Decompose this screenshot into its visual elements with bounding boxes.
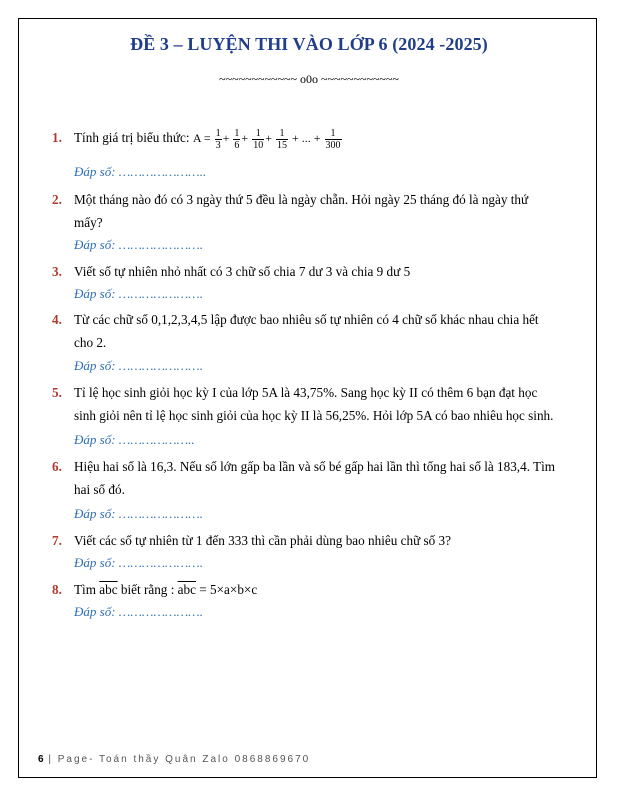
fraction: $\frac{1}{10}$: [253, 127, 264, 151]
question-text: Viết các số tự nhiên từ 1 đến 333 thì cần phải dùng bao nhiêu chữ số 3?: [74, 533, 451, 548]
abc-overline: $\overline{abc}$: [99, 582, 118, 597]
question-number: 3.: [52, 264, 62, 279]
question-text: Tìm: [74, 582, 100, 597]
question-text: sinh giỏi nên tỉ lệ học sinh giỏi của học kỳ II là 56,25%. Hỏi lớp 5A có bao nhiêu học sinh.: [74, 408, 554, 423]
question-number: 4.: [52, 312, 62, 327]
fraction: $\frac{1}{300}$: [325, 127, 341, 151]
question-number: 7.: [52, 533, 62, 548]
page-number: 6: [38, 754, 44, 765]
answer-line: Đáp số: ………………….: [74, 555, 203, 570]
question-3: [52, 260, 582, 283]
answer-line: Đáp số: ………………..: [74, 432, 195, 447]
question-5: [52, 381, 582, 427]
question-4: [52, 308, 582, 354]
question-7: [52, 529, 582, 552]
question-text: Một tháng nào đó có 3 ngày thứ 5 đều là ngày chẵn. Hỏi ngày 25 tháng đó là ngày thứ: [74, 192, 529, 207]
question-text: Viết số tự nhiên nhỏ nhất có 3 chữ số chia 7 dư 3 và chia 9 dư 5: [74, 264, 411, 279]
question-text: Hiệu hai số là 16,3. Nếu số lớn gấp ba lần và số bé gấp hai lần thì tổng hai số là 183,4. Tìm: [74, 459, 556, 474]
question-number: 5.: [52, 385, 62, 400]
question-number: 2.: [52, 192, 62, 207]
expression: A = $\frac{1}{3}$ + $\frac{1}{6}$ + $\frac{1}{10}$ + $\frac{1}{15}$ + ... + $\frac{1}{300}$: [192, 127, 341, 151]
question-text: Tỉ lệ học sinh giỏi học kỳ I của lớp 5A là 43,75%. Sang học kỳ II có thêm 6 bạn đạt học: [74, 385, 538, 400]
question-number: 6.: [52, 459, 62, 474]
ellipsis: + ... +: [291, 131, 321, 145]
divider: ~~~~~~~~~~~~ o0o ~~~~~~~~~~~~: [219, 72, 399, 86]
question-number: 8.: [52, 582, 62, 597]
question-8: [52, 578, 582, 601]
question-2: [52, 188, 582, 234]
question-text: biết rằng :: [117, 582, 178, 597]
question-text: hai số đó.: [74, 482, 125, 497]
answer-line: Đáp số: ………………….: [74, 286, 203, 301]
question-text: cho 2.: [74, 335, 107, 350]
question-text: = 5×a×b×c: [195, 582, 258, 597]
question-text: Tính giá trị biểu thức:: [74, 130, 193, 145]
page-footer: [38, 754, 310, 765]
fraction: $\frac{1}{6}$: [234, 127, 240, 151]
answer-line: Đáp số: ………………….: [74, 358, 203, 373]
answer-line: Đáp số: ………………….: [74, 237, 203, 252]
abc-overline: $\overline{abc}$: [177, 582, 196, 597]
fraction: $\frac{1}{15}$: [276, 127, 287, 151]
answer-line: Đáp số: …………………..: [74, 164, 207, 179]
page-title: ĐỀ 3 – LUYỆN THI VÀO LỚP 6 (2024 -2025): [130, 34, 488, 54]
question-text: Từ các chữ số 0,1,2,3,4,5 lập được bao nhiêu số tự nhiên có 4 chữ số khác nhau chia hết: [74, 312, 539, 327]
footer-text: | Page- Toán thầy Quân Zalo 0868869670: [43, 754, 311, 765]
answer-line: Đáp số: ………………….: [74, 604, 203, 619]
fraction: $\frac{1}{3}$: [215, 127, 221, 151]
question-number: 1.: [52, 130, 62, 145]
question-6: [52, 455, 582, 501]
question-1: [52, 126, 582, 151]
answer-line: Đáp số: ………………….: [74, 506, 203, 521]
expr-prefix: A =: [192, 131, 211, 145]
question-text: mấy?: [74, 215, 103, 230]
